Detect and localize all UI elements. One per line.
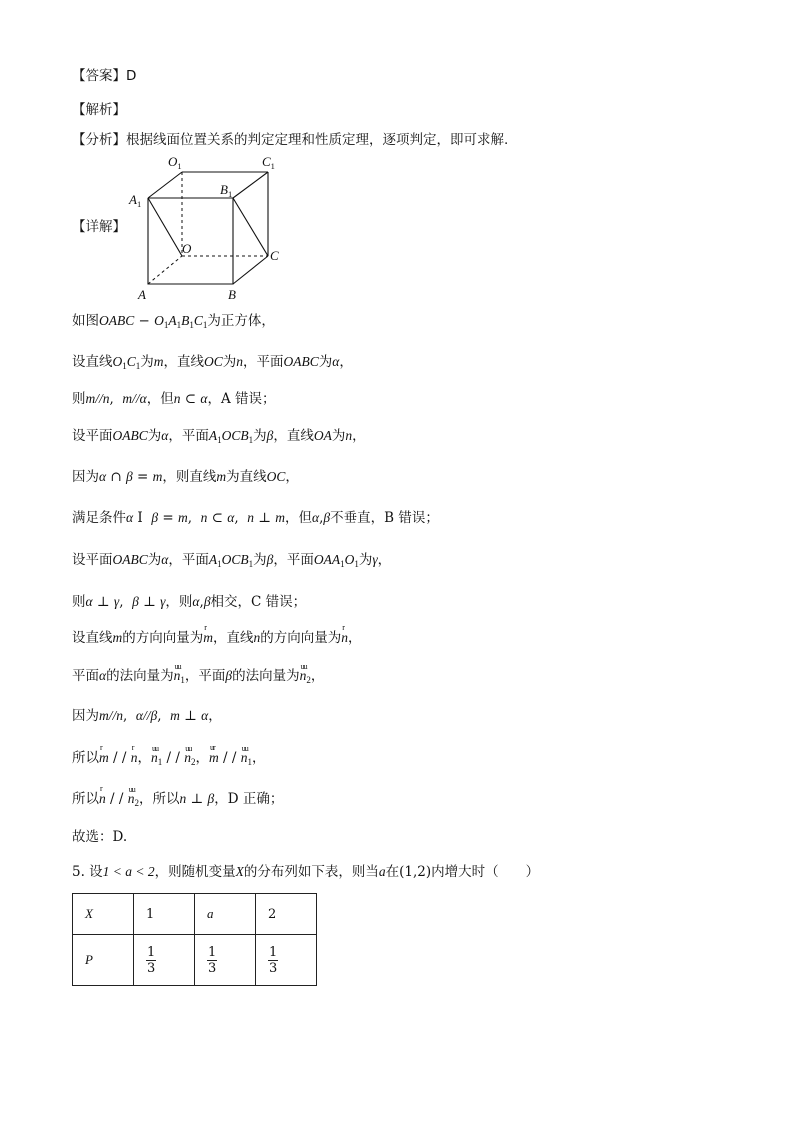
answer-value: D [126, 68, 137, 84]
table-cell [134, 935, 195, 986]
table-row [73, 935, 317, 986]
fenxi-text: 根据线面位置关系的判定定理和性质定理，逐项判定，即可求解. [126, 132, 509, 148]
label-c1: $C_1$ [262, 154, 275, 171]
label-o1: $O_1$ [168, 154, 182, 171]
fraction: $\frac{1}{3}$ [208, 944, 217, 976]
cube-edge-a1o1 [148, 172, 182, 198]
question-5: 5. 设1 < a < 2，则随机变量X的分布列如下表，则当a在(1,2)内增大时（ ） [72, 864, 540, 880]
label-a: A [138, 287, 146, 302]
table-row [73, 894, 317, 935]
line-7: 设平面OABC为α，平面$A_1OCB_1$为β，平面$OAA_1O_1$为γ， [72, 552, 392, 569]
line-1: 如图OABC − $O_1A_1B_1C_1$为正方体， [72, 313, 275, 330]
label-o: O [182, 241, 192, 256]
fenxi-tag: 【分析】 [72, 132, 126, 148]
line-8: 则α ⊥ γ, β ⊥ γ，则α,β相交，C 错误； [72, 594, 307, 610]
distribution-table [72, 893, 317, 986]
table-cell: P [73, 935, 134, 986]
detail-tag: 【详解】 [72, 219, 126, 235]
line-6: 满足条件α I β = m, n ⊂ α, n ⊥ m，但α,β不垂直，B 错误； [72, 510, 439, 526]
table-cell: a [195, 894, 256, 935]
label-a1: $A_1$ [129, 192, 142, 209]
table-cell: 2 [256, 894, 317, 935]
line-11: 因为m//n, α//β, m ⊥ α， [72, 708, 222, 724]
line-12: 所以r m / / r n，uu $n_1$ / / uu $n_2$，ur m / / uu $n_1$， [72, 748, 265, 772]
answer-line [72, 66, 136, 86]
table-cell: X [73, 894, 134, 935]
cube-figure [126, 152, 296, 308]
fraction: $\frac{1}{3}$ [269, 944, 278, 976]
line-3: 则m//n, m//α，但n ⊂ α，A 错误； [72, 391, 276, 407]
fraction: $\frac{1}{3}$ [147, 944, 156, 976]
table-cell [195, 935, 256, 986]
line-14: 故选：D. [72, 829, 128, 845]
label-b1: $B_1$ [220, 182, 233, 199]
line-9: 设直线m的方向向量为r m，直线n的方向向量为r n， [72, 628, 362, 648]
line-5: 因为α ∩ β = m，则直线m为直线OC， [72, 469, 299, 485]
fenxi-line [72, 130, 508, 150]
line-4: 设平面OABC为α，平面$A_1OCB_1$为β，直线OA为n， [72, 428, 366, 445]
label-c: C [270, 248, 279, 263]
cube-edge-a1o [148, 198, 182, 256]
line-10: 平面α的法向量为uu $n_1$，平面β的法向量为uu $n_2$， [72, 666, 324, 690]
label-b: B [228, 287, 236, 302]
cube-edge-bc [233, 256, 268, 284]
cube-edge-b1c1 [233, 172, 268, 198]
cube-edge-b1c [233, 198, 268, 256]
line-13: 所以r n / / uu $n_2$，所以n ⊥ β，D 正确； [72, 789, 283, 813]
table-cell [256, 935, 317, 986]
line-2: 设直线$O_1C_1$为m，直线OC为n，平面OABC为α， [72, 354, 353, 371]
cube-hidden-edge-ao [148, 256, 182, 284]
answer-tag: 【答案】 [72, 68, 126, 84]
table-cell: 1 [134, 894, 195, 935]
analysis-tag: 【解析】 [72, 102, 126, 118]
